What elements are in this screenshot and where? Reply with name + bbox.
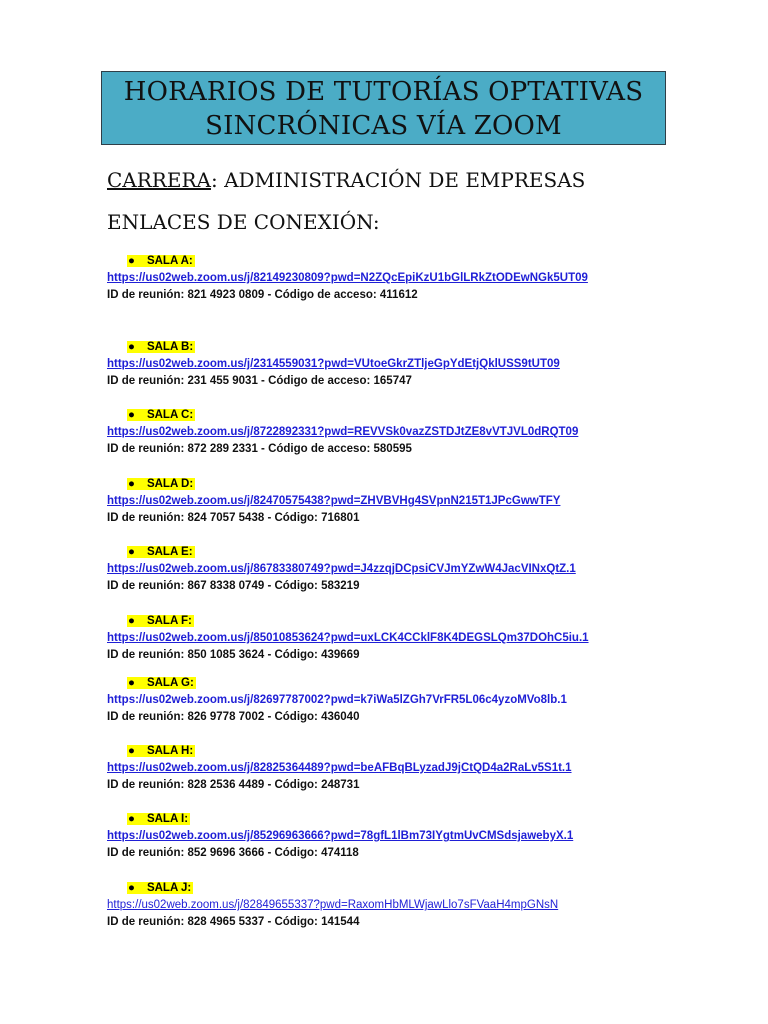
sala-a-label: SALA A: [146, 255, 193, 267]
sala-g-label: SALA G: [146, 677, 194, 689]
sala-e-label-highlight [127, 546, 195, 558]
sala-d-meeting-info: ID de reunión: 824 7057 5438 - Código: 716801 [107, 512, 360, 524]
sala-g-meeting-info: ID de reunión: 826 9778 7002 - Código: 436040 [107, 711, 360, 723]
sala-j-meeting-info: ID de reunión: 828 4965 5337 - Código: 141544 [107, 916, 360, 928]
sala-i-meeting-info: ID de reunión: 852 9696 3666 - Código: 474118 [107, 847, 359, 859]
bullet-icon: ● [128, 615, 135, 627]
sala-i-label: SALA I: [146, 813, 189, 825]
sala-i-entry [107, 811, 667, 862]
sala-c-meeting-info: ID de reunión: 872 289 2331 - Código de acceso: 580595 [107, 443, 412, 455]
sala-j-entry [107, 880, 667, 931]
sala-a-zoom-link[interactable]: https://us02web.zoom.us/j/82149230809?pwd=N2ZQcEpiKzU1bGlLRkZtODEwNGk5UT09 [107, 272, 588, 284]
bullet-icon: ● [128, 745, 135, 757]
sala-f-zoom-link[interactable]: https://us02web.zoom.us/j/85010853624?pwd=uxLCK4CCklF8K4DEGSLQm37DOhC5iu.1 [107, 632, 589, 644]
sala-h-zoom-link[interactable]: https://us02web.zoom.us/j/82825364489?pwd=beAFBqBLyzadJ9jCtQD4a2RaLv5S1t.1 [107, 762, 572, 774]
sala-c-entry [107, 407, 667, 458]
sala-g-zoom-link[interactable]: https://us02web.zoom.us/j/82697787002?pwd=k7iWa5lZGh7VrFR5L06c4yzoMVo8lb.1 [107, 694, 567, 706]
sala-i-label-highlight [127, 813, 190, 825]
sala-d-label: SALA D: [146, 478, 194, 490]
sala-g-label-highlight [127, 677, 196, 689]
bullet-icon: ● [128, 677, 135, 689]
sala-h-label: SALA H: [146, 745, 194, 757]
sala-f-entry [107, 613, 667, 664]
sala-d-zoom-link[interactable]: https://us02web.zoom.us/j/82470575438?pwd=ZHVBVHg4SVpnN215T1JPcGwwTFY [107, 495, 561, 507]
sala-c-label-highlight [127, 409, 195, 421]
sala-h-entry [107, 743, 667, 794]
sala-a-entry [107, 253, 667, 304]
sala-e-entry [107, 544, 667, 595]
sala-f-label-highlight [127, 615, 194, 627]
page-title-line-1: HORARIOS DE TUTORÍAS OPTATIVAS [123, 77, 644, 107]
sala-a-label-highlight [127, 255, 195, 267]
sala-b-meeting-info: ID de reunión: 231 455 9031 - Código de acceso: 165747 [107, 375, 412, 387]
sala-e-meeting-info: ID de reunión: 867 8338 0749 - Código: 583219 [107, 580, 360, 592]
sala-j-zoom-link[interactable]: https://us02web.zoom.us/j/82849655337?pwd=RaxomHbMLWjawLlo7sFVaaH4mpGNsN [107, 899, 559, 911]
bullet-icon: ● [128, 546, 135, 558]
sala-e-label: SALA E: [146, 546, 193, 558]
section-heading-enlaces: ENLACES DE CONEXIÓN: [107, 210, 380, 234]
carrera-label: CARRERA [107, 168, 211, 192]
sala-h-label-highlight [127, 745, 195, 757]
sala-f-meeting-info: ID de reunión: 850 1085 3624 - Código: 439669 [107, 649, 360, 661]
sala-f-label: SALA F: [146, 615, 192, 627]
sala-h-meeting-info: ID de reunión: 828 2536 4489 - Código: 248731 [107, 779, 360, 791]
sala-e-zoom-link[interactable]: https://us02web.zoom.us/j/86783380749?pwd=J4zzqjDCpsiCVJmYZwW4JacVINxQtZ.1 [107, 563, 576, 575]
sala-c-label: SALA C: [146, 409, 194, 421]
page-title-line-2: SINCRÓNICAS VÍA ZOOM [205, 111, 562, 141]
carrera-separator: : [210, 168, 225, 192]
carrera-value: ADMINISTRACIÓN DE EMPRESAS [224, 168, 586, 192]
sala-d-entry [107, 476, 667, 527]
bullet-icon: ● [128, 409, 135, 421]
bullet-icon: ● [128, 341, 135, 353]
title-box [101, 71, 666, 145]
bullet-icon: ● [128, 255, 135, 267]
sala-j-label: SALA J: [146, 882, 192, 894]
bullet-icon: ● [128, 882, 135, 894]
sala-i-zoom-link[interactable]: https://us02web.zoom.us/j/85296963666?pwd=78gfL1lBm73IYgtmUvCMSdsjawebyX.1 [107, 830, 574, 842]
sala-a-meeting-info: ID de reunión: 821 4923 0809 - Código de acceso: 411612 [107, 289, 418, 301]
bullet-icon: ● [128, 478, 135, 490]
sala-d-label-highlight [127, 478, 195, 490]
sala-b-zoom-link[interactable]: https://us02web.zoom.us/j/2314559031?pwd=VUtoeGkrZTljeGpYdEtjQklUSS9tUT09 [107, 358, 560, 370]
sala-c-zoom-link[interactable]: https://us02web.zoom.us/j/8722892331?pwd=REVVSk0vazZSTDJtZE8vVTJVL0dRQT09 [107, 426, 579, 438]
sala-b-label: SALA B: [146, 341, 194, 353]
carrera-line [107, 168, 585, 192]
bullet-icon: ● [128, 813, 135, 825]
sala-g-entry [107, 675, 667, 726]
sala-j-label-highlight [127, 882, 193, 894]
sala-b-entry [107, 339, 667, 390]
sala-b-label-highlight [127, 341, 195, 353]
